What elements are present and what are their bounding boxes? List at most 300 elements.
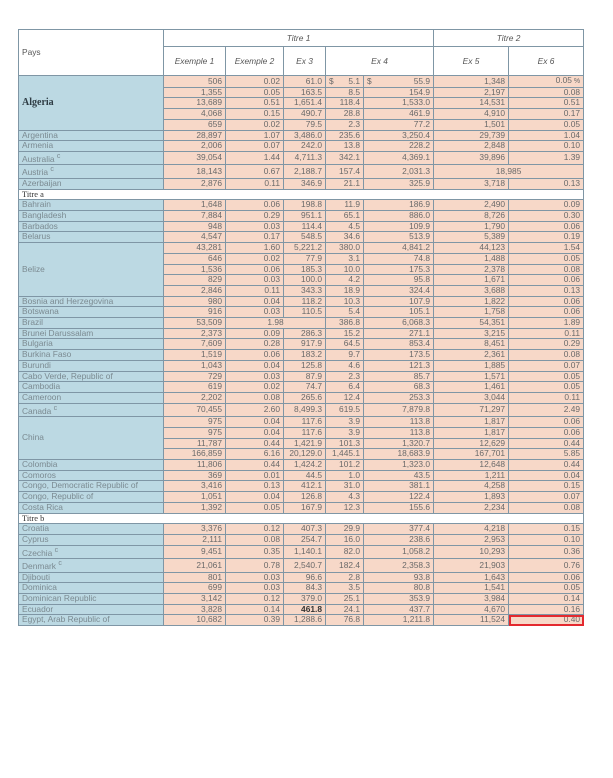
value-cell <box>164 285 226 296</box>
value-cell <box>509 221 584 232</box>
value-cell <box>509 98 584 109</box>
country-cell <box>19 492 164 503</box>
value-text: 53,509 <box>196 317 222 328</box>
value-text: 93.8 <box>413 572 431 582</box>
value-text: 44.5 <box>305 470 322 480</box>
value-text: 4,841.2 <box>402 242 431 253</box>
value-text: 0.12 <box>263 523 280 534</box>
value-cell <box>364 350 434 361</box>
table-row <box>19 594 584 605</box>
country-name: Czechia <box>22 547 53 558</box>
value-cell <box>364 438 434 449</box>
value-text: 3,718 <box>484 178 506 188</box>
value-cell <box>434 350 509 361</box>
value-text: 0.02 <box>263 381 280 392</box>
country-cell <box>19 200 164 211</box>
value-cell <box>284 350 326 361</box>
value-cell <box>326 481 364 492</box>
value-text: 10.3 <box>343 296 360 306</box>
value-cell <box>164 502 226 513</box>
value-text: 0.05 <box>263 87 280 97</box>
value-text: 1,392 <box>201 502 222 512</box>
country-cell <box>19 559 164 573</box>
country-name: Cameroon <box>22 392 62 402</box>
value-text: 114.4 <box>301 221 322 231</box>
value-cell <box>164 275 226 286</box>
country-name: Cambodia <box>22 381 61 392</box>
value-cell <box>364 98 434 109</box>
value-cell <box>364 275 434 286</box>
value-cell <box>326 328 364 339</box>
value-cell <box>509 382 584 393</box>
value-text: 167.9 <box>301 502 322 512</box>
value-cell <box>164 98 226 109</box>
value-text: 4,670 <box>484 604 506 614</box>
value-cell <box>284 360 326 371</box>
country-cell <box>19 318 164 329</box>
value-text: 1,651.4 <box>294 97 322 108</box>
value-cell <box>164 615 226 626</box>
value-text: 3,250.4 <box>402 130 431 140</box>
value-cell <box>434 243 509 254</box>
value-cell <box>326 339 364 350</box>
value-cell <box>164 460 226 471</box>
value-cell <box>284 382 326 393</box>
value-text: 0.11 <box>564 392 581 402</box>
value-cell <box>284 604 326 615</box>
value-cell <box>226 604 284 615</box>
value-text: 1.89 <box>563 317 581 328</box>
value-text: 1.54 <box>563 242 581 253</box>
value-cell <box>434 460 509 471</box>
value-text: 228.2 <box>409 140 431 151</box>
value-cell <box>434 615 509 626</box>
value-text: 0.36 <box>563 546 581 557</box>
table-row <box>19 243 584 254</box>
value-cell <box>434 130 509 141</box>
value-text: 0.06 <box>563 427 581 437</box>
value-text: 0.44 <box>263 459 280 469</box>
value-text: 77.2 <box>413 119 431 129</box>
value-cell <box>509 392 584 403</box>
country-name: Dominican Republic <box>22 593 97 604</box>
value-text: 0.15 <box>263 108 280 119</box>
value-cell <box>226 109 284 120</box>
value-cell <box>364 417 434 428</box>
value-text: 166,859 <box>191 448 222 459</box>
value-cell <box>434 200 509 211</box>
value-text: 0.06 <box>563 306 581 317</box>
value-text: 80.8 <box>413 582 431 593</box>
value-cell <box>226 392 284 403</box>
value-text: 13,689 <box>196 97 222 108</box>
value-text: 4.3 <box>348 491 360 502</box>
value-text: 1,648 <box>201 199 222 210</box>
value-cell <box>226 583 284 594</box>
value-text: 0.09 <box>263 328 280 338</box>
value-text: 21,903 <box>479 559 506 570</box>
value-text: 0.14 <box>263 604 280 614</box>
country-name: Congo, Democratic Republic of <box>22 480 138 491</box>
value-text: 1,140.1 <box>294 546 322 557</box>
table-row <box>19 307 584 318</box>
table-row <box>19 339 584 350</box>
value-cell <box>434 371 509 382</box>
value-text: 0.40 <box>563 614 581 625</box>
value-cell <box>509 449 584 460</box>
value-text: 29.9 <box>343 523 360 534</box>
value-cell <box>226 253 284 264</box>
country-cell <box>19 604 164 615</box>
value-text: 0.04 <box>263 491 280 502</box>
value-cell <box>284 141 326 152</box>
value-cell <box>326 221 364 232</box>
value-text: 0.08 <box>563 502 581 512</box>
value-cell <box>434 594 509 605</box>
table-row <box>19 481 584 492</box>
value-text: 12,629 <box>479 438 506 448</box>
value-cell <box>509 328 584 339</box>
value-text: 0.03 <box>263 582 280 593</box>
country-cell <box>19 76 164 131</box>
value-text: 0.06 <box>263 264 280 274</box>
value-cell <box>326 583 364 594</box>
value-text: 0.35 <box>263 546 280 557</box>
value-text: 0.10 <box>563 140 581 151</box>
value-cell <box>226 307 284 318</box>
value-text: 186.9 <box>409 199 431 210</box>
value-cell <box>284 559 326 573</box>
value-text: 951.1 <box>301 210 322 221</box>
value-text: 54,351 <box>479 317 506 328</box>
value-text: 0.04 <box>263 416 280 427</box>
value-text: 343.3 <box>301 285 322 295</box>
country-name: Cyprus <box>22 534 49 544</box>
table-row <box>19 130 584 141</box>
value-cell <box>164 360 226 371</box>
country-cell <box>19 382 164 393</box>
value-cell <box>509 275 584 286</box>
value-cell <box>509 583 584 594</box>
value-cell <box>364 253 434 264</box>
value-cell <box>326 76 364 88</box>
value-cell <box>164 109 226 120</box>
value-cell <box>434 87 509 98</box>
value-cell <box>226 98 284 109</box>
value-cell <box>284 371 326 382</box>
value-text: 271.1 <box>409 328 431 338</box>
table-row <box>19 178 584 189</box>
country-name: Denmark <box>22 560 56 571</box>
country-cell <box>19 151 164 165</box>
table-row <box>19 545 584 559</box>
value-text: 7,884 <box>201 210 222 221</box>
value-cell <box>364 232 434 243</box>
value-text: 198.8 <box>301 199 322 210</box>
value-cell <box>364 572 434 583</box>
value-cell <box>226 232 284 243</box>
value-cell <box>164 583 226 594</box>
value-cell <box>226 264 284 275</box>
value-text: 43.5 <box>413 470 431 480</box>
value-cell <box>326 403 364 417</box>
value-text: 4,910 <box>484 108 506 119</box>
country-name: Burkina Faso <box>22 349 72 360</box>
value-cell <box>226 427 284 438</box>
value-cell <box>326 572 364 583</box>
country-cell <box>19 615 164 626</box>
value-cell <box>284 403 326 417</box>
value-cell <box>284 615 326 626</box>
value-cell <box>364 524 434 535</box>
value-text: 43,281 <box>196 242 222 253</box>
value-cell <box>509 200 584 211</box>
value-text: 74.8 <box>413 253 431 263</box>
value-cell <box>434 572 509 583</box>
value-text: 61.0 <box>305 75 322 86</box>
percent-symbol: % <box>571 78 581 85</box>
value-cell <box>284 87 326 98</box>
value-cell <box>284 392 326 403</box>
value-text: 105.1 <box>409 306 431 317</box>
value-cell <box>226 141 284 152</box>
value-cell <box>434 534 509 545</box>
value-cell <box>326 449 364 460</box>
value-text: 0.15 <box>563 523 581 534</box>
value-cell <box>434 264 509 275</box>
value-text: 113.8 <box>409 416 431 427</box>
value-text: 254.7 <box>301 534 322 544</box>
value-cell <box>164 382 226 393</box>
value-cell <box>284 109 326 120</box>
value-cell <box>326 211 364 222</box>
table-row <box>19 296 584 307</box>
value-text: 1,058.2 <box>402 546 431 557</box>
value-text: 346.9 <box>301 178 322 188</box>
country-cell <box>19 371 164 382</box>
value-cell <box>284 470 326 481</box>
value-text: 548.5 <box>301 231 322 242</box>
value-text: 646 <box>208 253 222 263</box>
value-text: 1,211.8 <box>402 614 431 625</box>
value-text: 11.9 <box>344 199 360 210</box>
value-text: 15.2 <box>343 328 360 338</box>
value-text: 6.16 <box>263 448 280 459</box>
value-text: 5.1 <box>348 75 360 86</box>
value-text: 0.01 <box>263 470 280 480</box>
value-text: 0.78 <box>263 559 280 570</box>
value-cell <box>509 141 584 152</box>
value-text: 0.02 <box>263 75 280 86</box>
value-text: 3,486.0 <box>294 130 322 140</box>
data-table <box>18 29 584 626</box>
value-cell <box>509 438 584 449</box>
value-cell <box>284 211 326 222</box>
value-text: 0.13 <box>563 178 581 188</box>
value-cell <box>509 76 584 88</box>
value-cell <box>326 545 364 559</box>
table-row <box>19 524 584 535</box>
value-text: 2.49 <box>563 404 581 415</box>
value-text: 1.0 <box>348 470 360 480</box>
value-cell <box>226 470 284 481</box>
value-cell <box>364 339 434 350</box>
country-name: Canada <box>22 405 52 416</box>
value-text: 1,348 <box>484 75 506 86</box>
country-name: Congo, Republic of <box>22 491 94 502</box>
value-cell <box>434 492 509 503</box>
value-text: 154.9 <box>409 87 431 97</box>
value-text: 11,787 <box>197 438 222 448</box>
value-cell <box>434 119 509 130</box>
value-cell <box>284 307 326 318</box>
column-group-titre-1: Titre 1 <box>164 30 434 47</box>
value-cell <box>364 594 434 605</box>
value-text: 4,218 <box>484 523 506 534</box>
value-text: 157.4 <box>339 165 360 176</box>
value-cell <box>326 604 364 615</box>
value-text: 461.9 <box>409 108 431 119</box>
value-text: 101.3 <box>339 438 360 448</box>
footnote-marker: c <box>50 166 54 174</box>
table-row <box>19 502 584 513</box>
table-row <box>19 382 584 393</box>
value-cell <box>434 360 509 371</box>
value-cell <box>326 87 364 98</box>
value-text: 2,006 <box>201 140 222 151</box>
value-text: 4,369.1 <box>402 152 431 163</box>
value-cell <box>226 403 284 417</box>
column-header-ex-3: Ex 3 <box>284 47 326 76</box>
value-cell <box>326 524 364 535</box>
value-text: 9,451 <box>201 546 222 557</box>
country-name: China <box>22 432 44 443</box>
value-text: 0.11 <box>264 178 280 188</box>
value-cell <box>226 360 284 371</box>
value-cell <box>226 449 284 460</box>
value-text: 5.85 <box>563 448 581 459</box>
footnote-marker: c <box>53 404 58 412</box>
value-cell <box>364 492 434 503</box>
value-cell <box>434 296 509 307</box>
value-text: 0.29 <box>263 210 280 221</box>
value-text: 699 <box>208 582 222 593</box>
value-text: 0.06 <box>563 572 581 582</box>
value-cell <box>434 481 509 492</box>
value-text: 0.13 <box>263 480 280 491</box>
value-text: 975 <box>208 416 222 427</box>
value-text: 0.05 <box>263 502 280 512</box>
value-cell <box>364 427 434 438</box>
value-text: 1,488 <box>484 253 506 263</box>
value-text: 125.8 <box>301 360 322 370</box>
value-text: 619 <box>208 381 222 392</box>
value-cell <box>434 449 509 460</box>
value-cell <box>164 141 226 152</box>
value-text: 1,445.1 <box>332 448 360 459</box>
value-text: 1,320.7 <box>402 438 431 448</box>
value-text: 0.12 <box>263 593 280 604</box>
value-cell <box>226 481 284 492</box>
value-text: 39,896 <box>479 152 506 163</box>
country-name: Bangladesh <box>22 210 67 221</box>
country-name: Belarus <box>22 231 51 242</box>
value-cell <box>164 253 226 264</box>
value-cell <box>434 211 509 222</box>
value-text: 87.9 <box>305 371 322 381</box>
value-text: 1,355 <box>201 87 222 97</box>
value-cell <box>326 253 364 264</box>
value-text: 1,541 <box>484 582 506 593</box>
value-text: 0.44 <box>563 438 581 448</box>
value-text: 0.02 <box>263 119 280 129</box>
table-row <box>19 141 584 152</box>
value-cell <box>226 382 284 393</box>
value-text: 10,293 <box>479 546 506 557</box>
value-cell <box>226 502 284 513</box>
column-header-ex-5: Ex 5 <box>434 47 509 76</box>
table-row <box>19 211 584 222</box>
value-text: 0.05 <box>563 582 581 593</box>
table-row <box>19 221 584 232</box>
value-cell <box>364 470 434 481</box>
value-text: 0.03 <box>263 274 280 285</box>
table-header <box>19 30 584 76</box>
value-text: 0.08 <box>563 264 581 274</box>
table-row <box>19 492 584 503</box>
value-cell <box>164 492 226 503</box>
country-cell <box>19 165 164 179</box>
value-cell <box>284 130 326 141</box>
value-cell <box>164 165 226 179</box>
country-name: Bosnia and Herzegovina <box>22 296 114 306</box>
value-text: 0.04 <box>263 427 280 437</box>
value-cell <box>364 165 434 179</box>
value-text: 18,143 <box>196 165 222 176</box>
value-cell <box>509 371 584 382</box>
value-cell <box>284 232 326 243</box>
value-cell <box>434 438 509 449</box>
value-cell <box>509 350 584 361</box>
value-text: 7,609 <box>201 338 222 349</box>
value-text: 2,188.7 <box>294 165 322 176</box>
value-text: 4.2 <box>348 274 360 285</box>
value-cell <box>226 371 284 382</box>
value-cell <box>364 382 434 393</box>
country-cell <box>19 243 164 297</box>
value-text: 461.8 <box>301 604 322 614</box>
value-text: 0.28 <box>263 338 280 349</box>
value-text: 0.05 <box>563 119 581 129</box>
value-cell <box>164 403 226 417</box>
value-text: 0.03 <box>263 572 280 582</box>
value-cell <box>326 392 364 403</box>
value-text: 74.7 <box>305 381 322 392</box>
value-text: 0.11 <box>564 328 581 338</box>
value-text: 4.5 <box>348 221 360 231</box>
column-header-ex-4: Ex 4 <box>326 47 434 76</box>
value-cell <box>326 119 364 130</box>
value-text: 117.6 <box>301 416 322 427</box>
value-cell <box>509 109 584 120</box>
value-text: 18,985 <box>495 165 522 176</box>
value-text: 25.1 <box>343 593 360 604</box>
value-text: 379.0 <box>301 593 322 604</box>
value-text: 1.04 <box>563 130 581 140</box>
currency-symbol: $ <box>329 75 334 86</box>
value-text: 253.3 <box>409 392 431 402</box>
value-text: 242.0 <box>301 140 322 151</box>
